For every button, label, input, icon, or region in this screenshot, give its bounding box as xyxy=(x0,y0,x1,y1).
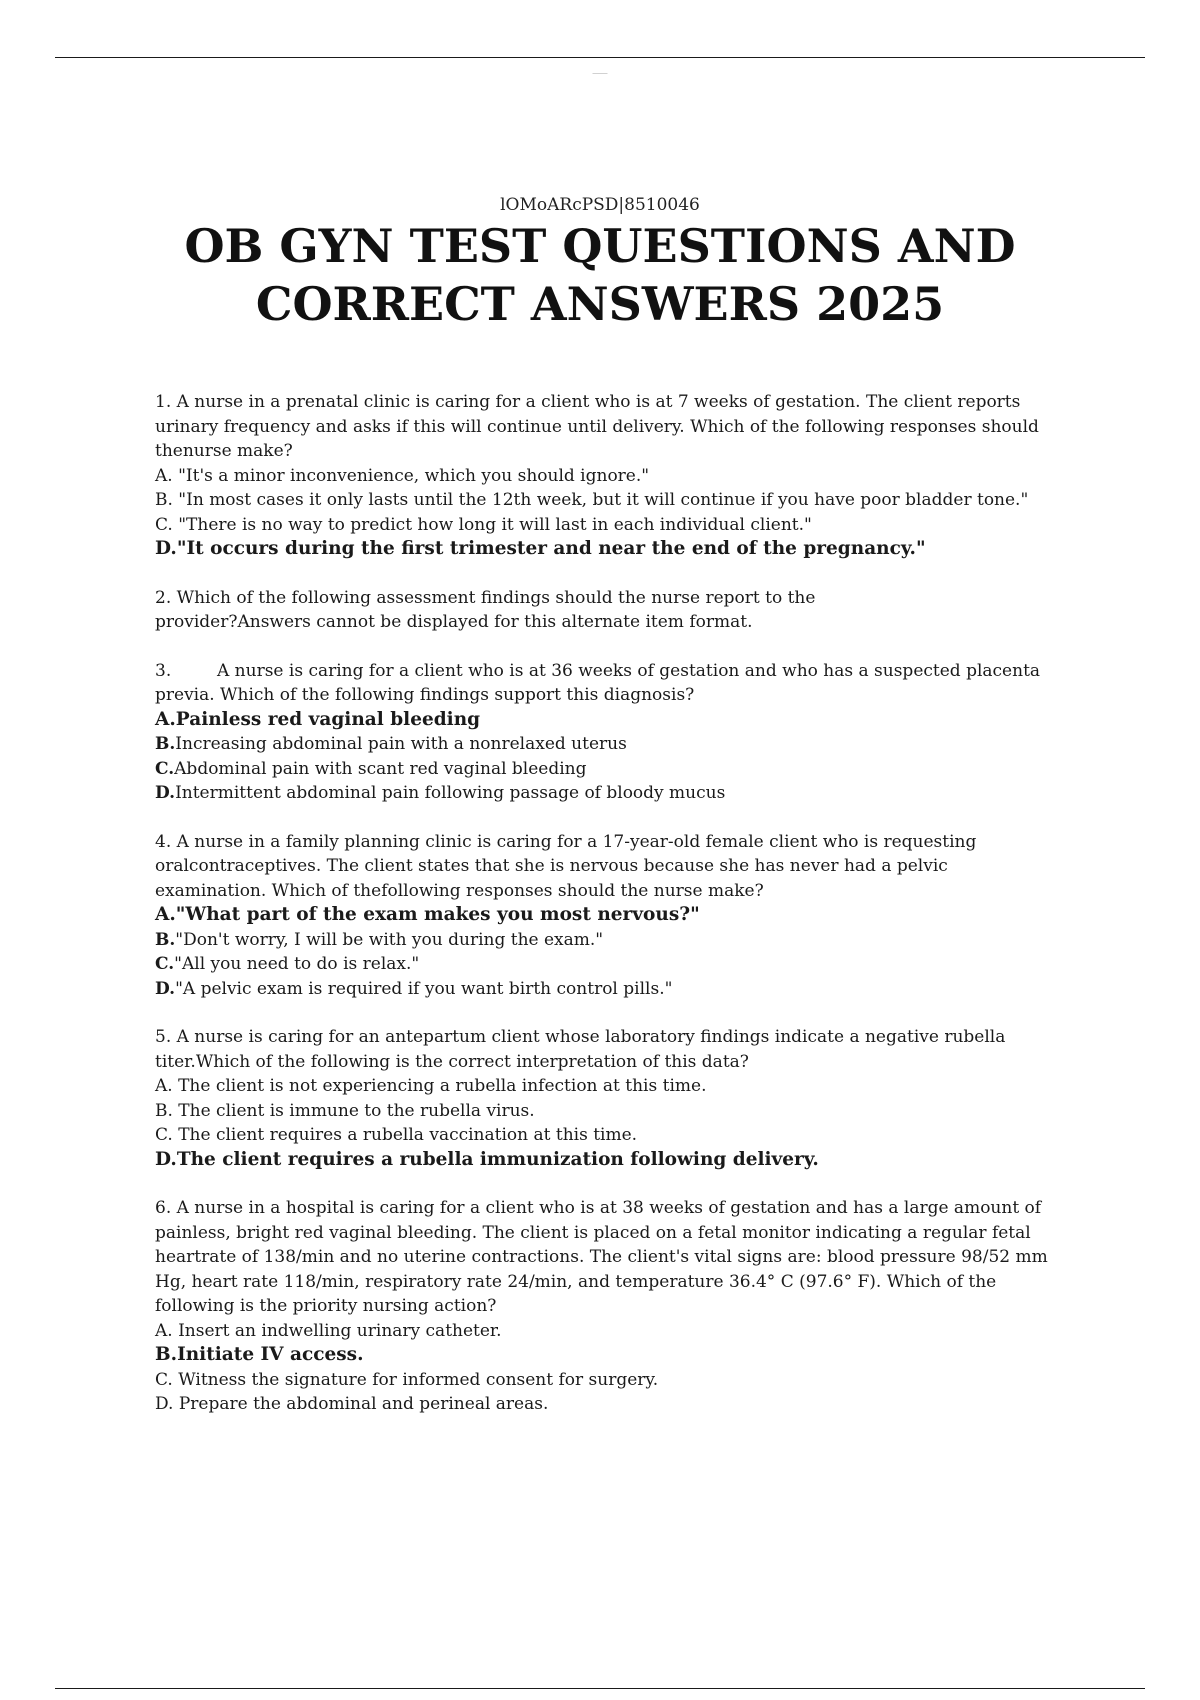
question-stem: 2. Which of the following assessment findings should the nurse report to the provider?Answers cannot be displayed for this alternate item format. xyxy=(155,587,816,632)
question-stem xyxy=(155,659,1055,708)
option-b xyxy=(155,732,1055,757)
header-mark: ——— xyxy=(592,71,608,77)
question-6 xyxy=(155,1196,1055,1417)
option-letter: B. xyxy=(155,734,176,754)
option-text: Abdominal pain with scant red vaginal bleeding xyxy=(174,758,587,779)
option-letter: D. xyxy=(155,978,176,999)
option-a: A. Insert an indwelling urinary catheter. xyxy=(155,1320,502,1341)
question-stem: 4. A nurse in a family planning clinic is caring for a 17-year-old female client who is requesting oralcontraceptives. The client states that she is nervous because she has never had a pelvic examination. Which of thefollowing responses should the nurse make? xyxy=(155,831,977,901)
option-a: A. "It's a minor inconvenience, which you should ignore." xyxy=(155,465,650,486)
option-c xyxy=(155,952,1055,977)
question-number: 3. xyxy=(155,660,172,681)
option-b-correct-answer: B.Initiate IV access. xyxy=(155,1344,364,1365)
question-4 xyxy=(155,830,1055,1002)
question-3 xyxy=(155,659,1055,806)
bottom-rule xyxy=(55,1688,1145,1689)
option-d xyxy=(155,977,1055,1002)
option-b xyxy=(155,928,1055,953)
question-stem: 5. A nurse is caring for an antepartum client whose laboratory findings indicate a negative rubella titer.Which of the following is the correct interpretation of this data? xyxy=(155,1027,1006,1072)
option-text: Increasing abdominal pain with a nonrelaxed uterus xyxy=(175,734,627,754)
title-line-2: CORRECT ANSWERS 2025 xyxy=(255,277,945,331)
question-5 xyxy=(155,1025,1055,1172)
title-line-1: OB GYN TEST QUESTIONS AND xyxy=(184,219,1016,273)
question-2 xyxy=(155,586,1055,635)
option-letter: C. xyxy=(155,954,175,974)
option-a-correct-answer: A."What part of the exam makes you most nervous?" xyxy=(155,904,700,925)
option-letter: D. xyxy=(155,783,176,803)
document-id: lOMoARcPSD|8510046 xyxy=(500,195,700,215)
option-d-correct-answer: D.The client requires a rubella immunization following delivery. xyxy=(155,1148,819,1170)
option-c: C. "There is no way to predict how long it will last in each individual client." xyxy=(155,514,812,535)
option-text: Intermittent abdominal pain following passage of bloody mucus xyxy=(175,783,726,803)
option-text: "Don't worry, I will be with you during the exam." xyxy=(175,929,604,950)
option-letter: C. xyxy=(155,758,175,779)
option-a-correct-answer: A.Painless red vaginal bleeding xyxy=(155,708,481,730)
question-stem: 1. A nurse in a prenatal clinic is caring for a client who is at 7 weeks of gestation. The client reports urinary frequency and asks if this will continue until delivery. Which of the following responses should thenurse make? xyxy=(155,392,1039,461)
question-1 xyxy=(155,390,1055,562)
question-stem: 6. A nurse in a hospital is caring for a client who is at 38 weeks of gestation and has a large amount of painless, bright red vaginal bleeding. The client is placed on a fetal monitor indicating a regular fetal heartrate of 138/min and no uterine contractions. The client's vital signs are: blood pressure 98/52 mm Hg, heart rate 118/min, respiratory rate 24/min, and temperature 36.4° C (97.6° F). Which of the following is the priority nursing action? xyxy=(155,1198,1048,1316)
option-d-correct-answer: D."It occurs during the first trimester and near the end of the pregnancy." xyxy=(155,538,926,559)
option-a: A. The client is not experiencing a rubella infection at this time. xyxy=(155,1076,707,1096)
option-b: B. "In most cases it only lasts until the 12th week, but it will continue if you have poor bladder tone." xyxy=(155,490,1029,510)
option-c: C. Witness the signature for informed consent for surgery. xyxy=(155,1369,659,1390)
option-c: C. The client requires a rubella vaccination at this time. xyxy=(155,1125,638,1145)
option-c xyxy=(155,757,1055,782)
option-text: "All you need to do is relax." xyxy=(174,954,420,974)
top-rule xyxy=(55,57,1145,58)
option-letter: B. xyxy=(155,929,176,950)
question-text: A nurse is caring for a client who is at 36 weeks of gestation and who has a suspected placenta previa. Which of the following findings support this diagnosis? xyxy=(155,660,1041,705)
option-b: B. The client is immune to the rubella virus. xyxy=(155,1100,535,1121)
option-d: D. Prepare the abdominal and perineal areas. xyxy=(155,1394,549,1414)
page-title xyxy=(0,217,1200,333)
option-d xyxy=(155,781,1055,806)
option-text: "A pelvic exam is required if you want birth control pills." xyxy=(175,978,673,999)
question-list xyxy=(155,390,1055,1441)
